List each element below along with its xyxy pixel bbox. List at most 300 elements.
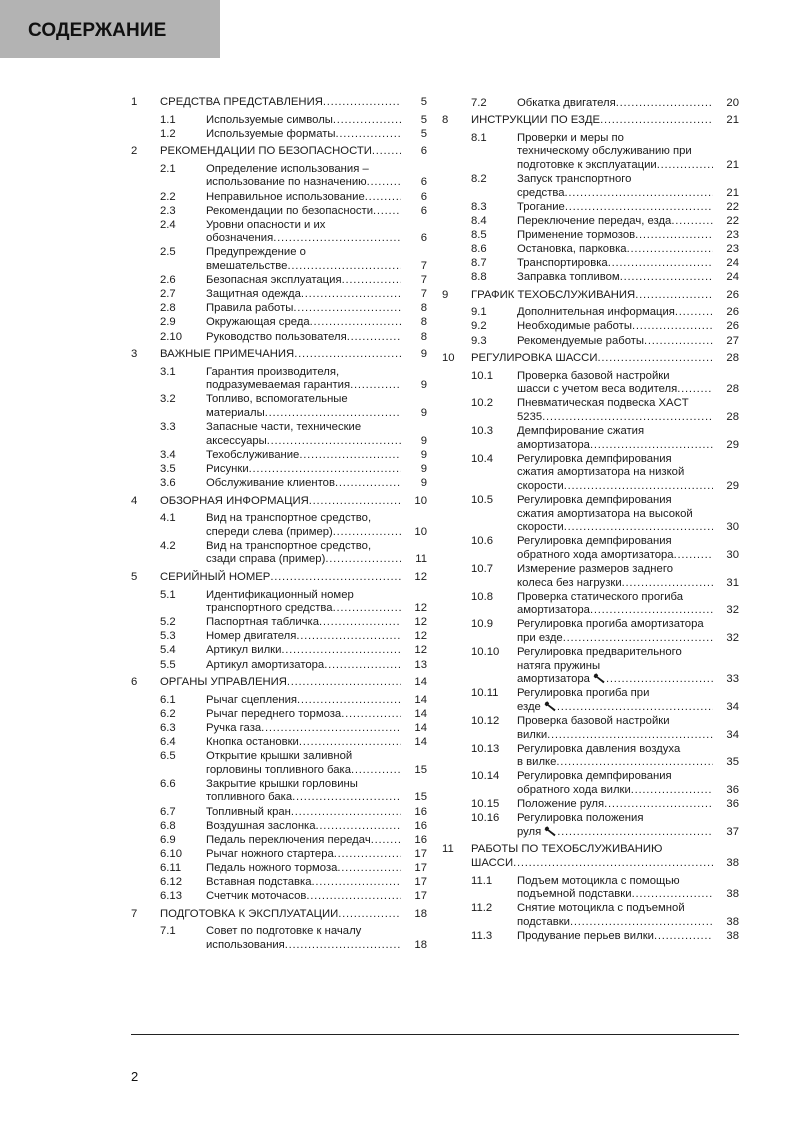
toc-entry-number: 11.1 [471,874,493,887]
toc-section-entry[interactable] [442,743,739,770]
dot-leader [565,187,713,201]
toc-section-entry[interactable] [131,589,427,616]
toc-page-number: 20 [726,96,739,109]
toc-section-entry[interactable] [442,320,739,334]
toc-section-entry[interactable] [131,274,427,288]
dot-leader [342,274,401,288]
toc-title-line: амортизатора [517,673,590,686]
toc-title-last-line [517,257,713,271]
toc-section-entry[interactable] [442,173,739,200]
toc-title-line: Ручка газа [206,721,262,734]
toc-title-last-line [517,673,713,687]
toc-section-entry[interactable] [131,722,427,736]
toc-chapter-entry[interactable] [131,676,427,690]
toc-entry-title [206,750,401,777]
toc-title-last-line [517,320,713,334]
toc-entry-title [206,890,401,904]
toc-section-entry[interactable] [442,370,739,397]
toc-section-entry[interactable] [442,687,739,714]
toc-entry-number: 3.3 [160,421,176,434]
toc-entry-number: 2.10 [160,330,182,343]
toc-page-number: 31 [726,576,739,589]
toc-page-number: 8 [420,302,427,315]
toc-entry-number: 9.2 [471,320,487,333]
dot-leader [590,604,713,618]
toc-entry-title [206,806,401,820]
toc-section-entry[interactable] [442,201,739,215]
toc-section-entry[interactable] [442,812,739,839]
toc-section-entry[interactable] [131,331,427,345]
toc-entry-title [517,743,713,770]
toc-entry-title [206,421,401,448]
toc-entry-title [471,114,713,128]
toc-entry-title [206,925,401,952]
toc-title-last-line [517,159,713,173]
toc-title-line: Идентификационный номер [206,588,354,601]
toc-title-line: Совет по подготовке к началу [206,925,362,938]
toc-title-line: Воздушная заслонка [206,819,316,832]
toc-section-entry[interactable] [131,876,427,890]
toc-section-entry[interactable] [131,848,427,862]
dot-leader [319,616,401,630]
toc-title-line: обратного хода амортизатора [517,548,674,561]
toc-page-number: 12 [414,644,427,657]
toc-entry-title [206,708,401,722]
toc-entry-number: 5.3 [160,630,176,643]
dot-leader [632,320,713,334]
toc-title-line: обозначения [206,232,274,245]
toc-chapter-entry[interactable] [131,145,427,159]
dot-leader [310,316,401,330]
toc-section-entry[interactable] [131,288,427,302]
toc-title-last-line [206,205,401,219]
toc-section-entry[interactable] [131,449,427,463]
dot-leader [333,526,401,540]
toc-title-line: Демпфирование сжатия [517,425,645,438]
toc-section-entry[interactable] [131,246,427,273]
toc-entry-number: 1.2 [160,127,176,140]
toc-title-line: сзади справа (пример) [206,553,326,566]
toc-title-line: руля [517,825,542,838]
toc-section-entry[interactable] [442,271,739,285]
toc-section-entry[interactable] [442,229,739,243]
toc-page-number: 14 [414,676,427,689]
toc-section-entry[interactable] [442,453,739,494]
toc-entry-number: 8.6 [471,242,487,255]
toc-page-number: 6 [420,232,427,245]
toc-entry-number: 4 [131,494,138,507]
toc-entry-title [206,366,401,393]
toc-title-line: спереди слева (пример) [206,525,333,538]
toc-page-number: 12 [414,630,427,643]
toc-title-line: использования [206,938,285,951]
toc-section-entry[interactable] [442,243,739,257]
dot-leader [675,306,713,320]
dot-leader [297,694,401,708]
toc-title-line: Топливо, вспомогательные [206,393,348,406]
dot-leader [306,890,401,904]
toc-section-entry[interactable] [442,930,739,944]
wrench-icon [544,701,557,712]
toc-title-last-line [206,616,401,630]
toc-title-line: скорости [517,479,564,492]
toc-page-number: 26 [726,306,739,319]
toc-title-line: в вилке [517,756,557,769]
toc-title-last-line [517,577,713,591]
toc-title-line: техническому обслуживанию при [517,145,692,158]
toc-title-line: Регулировка прогиба амортизатора [517,618,704,631]
toc-section-entry[interactable] [442,132,739,173]
toc-section-entry[interactable] [131,630,427,644]
toc-page-number: 32 [726,631,739,644]
toc-entry-title [517,370,713,397]
toc-title-line: Подъем мотоцикла с помощью [517,874,680,887]
toc-entry-number: 5.4 [160,644,176,657]
dot-leader [557,826,713,840]
toc-section-entry[interactable] [131,477,427,491]
toc-title-last-line [160,348,401,362]
dot-leader [291,806,401,820]
toc-title-last-line [206,694,401,708]
toc-chapter-entry[interactable] [131,348,427,362]
dot-leader [294,348,401,362]
toc-section-entry[interactable] [131,316,427,330]
toc-title-last-line [517,756,713,770]
toc-page-number: 9 [420,434,427,447]
toc-title-last-line [206,722,401,736]
toc-entry-title [517,902,713,929]
dot-leader [292,791,401,805]
toc-title-line: Предупреждение о [206,246,306,259]
toc-page-number: 17 [414,861,427,874]
dot-leader [335,477,401,491]
toc-page-number: 9 [420,476,427,489]
toc-title-last-line [206,176,401,190]
toc-entry-number: 5.5 [160,658,176,671]
toc-title-last-line [206,736,401,750]
toc-entry-number: 6.11 [160,861,182,874]
toc-title-line: Регулировка положения [517,812,644,825]
toc-entry-number: 8.4 [471,214,487,227]
toc-section-entry[interactable] [442,425,739,452]
toc-section-entry[interactable] [131,421,427,448]
toc-section-entry[interactable] [131,925,427,952]
toc-entry-title [517,320,713,334]
toc-title-line: Уровни опасности и их [206,218,326,231]
toc-entry-title [160,908,401,922]
toc-section-entry[interactable] [131,616,427,630]
toc-page-number: 7 [420,288,427,301]
toc-title-last-line [206,316,401,330]
dot-leader [316,820,401,834]
toc-entry-number: 2.3 [160,204,176,217]
toc-entry-number: 1 [131,96,138,108]
toc-chapter-entry[interactable] [442,289,739,303]
toc-entry-number: 1.1 [160,113,176,126]
toc-entry-title [206,205,401,219]
toc-entry-title [206,862,401,876]
toc-title-line: Педаль переключения передач [206,833,371,846]
toc-title-line: Счетчик моточасов [206,890,307,903]
toc-section-entry[interactable] [131,778,427,805]
toc-chapter-entry[interactable] [131,571,427,585]
toc-title-last-line [206,260,401,274]
toc-chapter-entry[interactable] [442,352,739,366]
toc-title-last-line [517,916,713,930]
toc-chapter-entry[interactable] [442,843,739,870]
toc-section-entry[interactable] [131,512,427,539]
toc-entry-title [206,659,401,673]
toc-section-entry[interactable] [442,618,739,645]
toc-entry-title [517,215,713,229]
footer-divider [131,1034,739,1035]
toc-entry-title [206,736,401,750]
toc-title-line: Остановка, парковка [517,242,627,255]
toc-section-entry[interactable] [131,366,427,393]
toc-title-last-line [160,96,401,110]
toc-section-entry[interactable] [131,806,427,820]
toc-title-last-line [517,798,713,812]
toc-entry-title [206,128,401,142]
toc-page-number: 9 [420,406,427,419]
toc-title-line: материалы [206,406,265,419]
toc-section-entry[interactable] [131,463,427,477]
toc-entry-number: 7 [131,907,138,920]
toc-section-entry[interactable] [131,708,427,722]
toc-title-line: при езде [517,631,563,644]
toc-section-entry[interactable] [131,834,427,848]
toc-page-number: 28 [726,352,739,365]
toc-section-entry[interactable] [442,306,739,320]
toc-column-left [131,96,427,952]
toc-section-entry[interactable] [131,750,427,777]
toc-section-entry[interactable] [442,494,739,535]
toc-entry-number: 2.9 [160,316,176,329]
toc-title-line: ВАЖНЫЕ ПРИМЕЧАНИЯ [160,348,295,361]
toc-entry-number: 2.7 [160,288,176,301]
toc-title-last-line [206,820,401,834]
toc-title-line: Вставная подставка [206,875,312,888]
dot-leader [265,407,401,421]
toc-section-entry[interactable] [442,97,739,111]
toc-entry-title [517,875,713,902]
toc-section-entry[interactable] [131,205,427,219]
toc-page-number: 22 [726,214,739,227]
toc-entry-title [517,397,713,424]
toc-section-entry[interactable] [131,820,427,834]
toc-title-last-line [206,463,401,477]
toc-page-number: 24 [726,271,739,284]
toc-section-entry[interactable] [442,257,739,271]
toc-entry-number: 7.2 [471,96,487,109]
dot-leader [606,673,713,687]
dot-leader [570,916,713,930]
toc-section-entry[interactable] [131,128,427,142]
toc-title-line: ШАССИ [471,856,514,869]
toc-entry-number: 6.10 [160,847,182,860]
toc-title-last-line [206,449,401,463]
toc-title-line: Рычаг сцепления [206,693,298,706]
toc-title-last-line [206,890,401,904]
toc-title-line: Трогание [517,200,565,213]
toc-title-last-line [206,791,401,805]
toc-page-number: 12 [414,616,427,629]
toc-title-last-line [206,553,401,567]
toc-section-entry[interactable] [131,163,427,190]
toc-entry-number: 2.2 [160,190,176,203]
wrench-icon [544,826,557,837]
toc-title-last-line [517,439,713,453]
toc-entry-title [206,876,401,890]
toc-title-last-line [517,306,713,320]
toc-section-entry[interactable] [131,302,427,316]
toc-title-line: Педаль ножного тормоза [206,861,338,874]
toc-title-line: подъемной подставки [517,888,632,901]
toc-chapter-entry[interactable] [131,495,427,509]
toc-page-number: 9 [420,379,427,392]
toc-title-last-line [517,826,713,840]
toc-entry-title [517,687,713,714]
toc-title-last-line [206,288,401,302]
toc-title-line: аксессуары [206,434,267,447]
toc-entry-number: 10.4 [471,452,493,465]
dot-leader [301,288,401,302]
toc-title-line: Регулировка демпфирования [517,770,672,783]
toc-section-entry[interactable] [131,393,427,420]
toc-page-number: 16 [414,819,427,832]
toc-page-number: 26 [726,320,739,333]
toc-title-line: Техобслуживание [206,448,300,461]
toc-page-number: 38 [726,888,739,901]
toc-section-entry[interactable] [131,890,427,904]
toc-title-line: Запуск транспортного [517,172,632,185]
toc-section-entry[interactable] [442,397,739,424]
toc-title-last-line [160,495,401,509]
toc-section-entry[interactable] [131,540,427,567]
toc-section-entry[interactable] [442,770,739,797]
toc-title-line: колеса без нагрузки [517,576,622,589]
toc-title-line: вилки [517,728,548,741]
toc-title-last-line [517,604,713,618]
toc-entry-number: 10.1 [471,369,493,382]
dot-leader [565,201,713,215]
toc-page-number: 6 [420,190,427,203]
toc-entry-title [517,494,713,535]
toc-entry-number: 11.2 [471,902,493,915]
toc-title-last-line [206,379,401,393]
toc-entry-title [160,571,401,585]
toc-entry-number: 8.2 [471,172,487,185]
dot-leader [564,521,713,535]
toc-section-entry[interactable] [442,335,739,349]
dot-leader [631,784,713,798]
toc-page-number: 21 [726,186,739,199]
toc-section-entry[interactable] [442,646,739,687]
toc-section-entry[interactable] [442,902,739,929]
toc-section-entry[interactable] [131,114,427,128]
toc-chapter-entry[interactable] [131,96,427,110]
toc-section-entry[interactable] [442,563,739,590]
toc-entry-number: 11 [442,843,454,856]
toc-entry-number: 2.1 [160,162,176,175]
toc-section-entry[interactable] [131,862,427,876]
toc-entry-number: 9 [442,288,449,301]
dot-leader [312,876,402,890]
toc-entry-number: 10.15 [471,798,500,811]
toc-page-number: 21 [726,158,739,171]
toc-entry-number: 2.4 [160,218,176,231]
toc-title-line: подставки [517,915,570,928]
toc-section-entry[interactable] [131,736,427,750]
toc-entry-title [206,540,401,567]
dot-leader [590,439,713,453]
toc-entry-title [517,770,713,797]
toc-title-line: ОРГАНЫ УПРАВЛЕНИЯ [160,676,287,689]
dot-leader [273,232,401,246]
toc-page-number: 15 [414,763,427,776]
toc-title-last-line [517,701,713,715]
toc-title-line: Обкатка двигателя [517,96,616,109]
dot-leader [542,411,713,425]
toc-section-entry[interactable] [442,535,739,562]
toc-page-number: 34 [726,728,739,741]
toc-section-entry[interactable] [442,215,739,229]
toc-section-entry[interactable] [131,659,427,673]
toc-title-last-line [517,411,713,425]
toc-section-entry[interactable] [442,875,739,902]
toc-entry-number: 10.16 [471,812,500,825]
toc-entry-number: 3.6 [160,476,176,489]
dot-leader [600,114,713,128]
toc-section-entry[interactable] [442,715,739,742]
toc-title-last-line [160,908,401,922]
toc-page-number: 37 [726,825,739,838]
toc-page-number: 28 [726,383,739,396]
toc-title-last-line [206,806,401,820]
toc-section-entry[interactable] [131,219,427,246]
toc-section-entry[interactable] [131,191,427,205]
toc-chapter-entry[interactable] [131,908,427,922]
dot-leader [296,630,401,644]
toc-entry-number: 8.3 [471,200,487,213]
toc-title-last-line [206,764,401,778]
toc-entry-title [206,630,401,644]
toc-title-last-line [206,331,401,345]
toc-title-line: Дополнительная информация [517,306,675,319]
toc-title-line: СЕРИЙНЫЙ НОМЕР [160,571,271,583]
dot-leader [365,191,401,205]
toc-section-entry[interactable] [131,644,427,658]
toc-page-number: 34 [726,700,739,713]
toc-title-last-line [206,526,401,540]
toc-section-entry[interactable] [131,694,427,708]
toc-entry-title [471,352,713,366]
toc-page-number: 5 [420,113,427,126]
toc-page-number: 6 [420,176,427,189]
toc-page-number: 32 [726,604,739,617]
toc-section-entry[interactable] [442,798,739,812]
toc-section-entry[interactable] [442,591,739,618]
toc-chapter-entry[interactable] [442,114,739,128]
toc-title-line: Неправильное использование [206,190,365,203]
toc-entry-title [206,246,401,273]
toc-title-line: Проверка базовой настройки [517,369,670,382]
dot-leader [654,930,713,944]
toc-page-number: 6 [420,145,427,158]
toc-entry-title [517,453,713,494]
dot-leader [627,243,713,257]
toc-title-last-line [517,187,713,201]
